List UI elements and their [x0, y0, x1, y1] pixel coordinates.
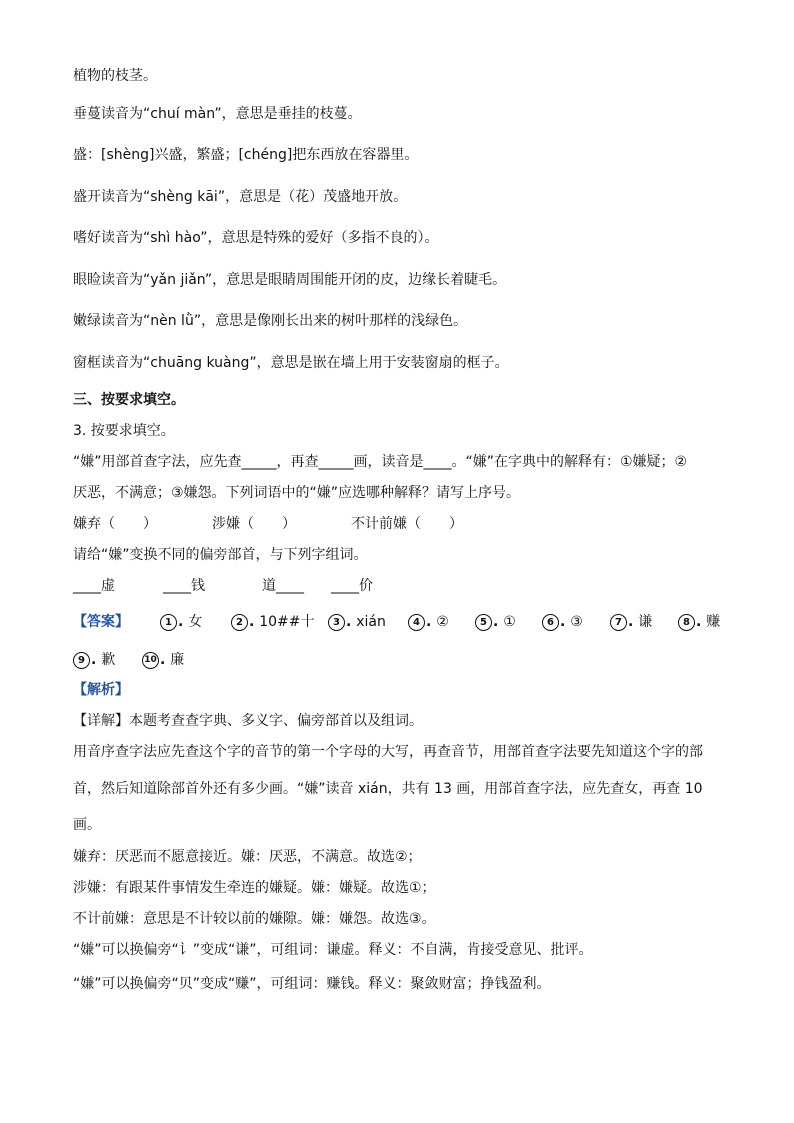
question-text: 请给“嫌”变换不同的偏旁部首，与下列字组词。	[73, 547, 368, 563]
fill-blank: ____虚	[73, 578, 115, 594]
question-text: “嫌”用部首查字法，应先查_____，再查_____画，读音是____。“嫌”在字典中的解释有：①嫌疑；②	[73, 454, 688, 470]
section-title: 三、按要求填空。	[73, 392, 185, 408]
analysis-label: 【解析】	[73, 682, 129, 698]
question-item: 嫌弃（ ）	[73, 516, 157, 532]
text-line: 植物的枝茎。	[73, 68, 157, 84]
answer-item: 7 . 谦	[610, 612, 652, 632]
answer-item: 5 . ①	[475, 612, 516, 632]
answer-item: 9 . 歉	[73, 650, 115, 670]
question-text: 厌恶，不满意；③嫌怨。下列词语中的“嫌”应选哪种解释？请写上序号。	[73, 485, 521, 501]
analysis-text: 嫌弃：厌恶而不愿意接近。嫌：厌恶，不满意。故选②；	[73, 849, 422, 865]
analysis-text: 首，然后知道除部首外还有多少画。“嫌”读音 xián，共有 13 画，用部首查字法，应先查女，再查 10	[73, 781, 703, 797]
answer-item: 8 . 赚	[678, 612, 720, 632]
text-line: 盛开读音为“shèng kāi”，意思是（花）茂盛地开放。	[73, 189, 408, 205]
analysis-text: “嫌”可以换偏旁“讠”变成“谦”，可组词：谦虚。释义：不自满，肯接受意见、批评。	[73, 942, 593, 958]
question-item: 涉嫌（ ）	[212, 516, 296, 532]
question-title: 3. 按要求填空。	[73, 423, 175, 439]
analysis-text: 用音序查字法应先查这个字的音节的第一个字母的大写，再查音节，用部首查字法要先知道这个字的部	[73, 744, 703, 760]
fill-blank: ____钱	[163, 578, 205, 594]
text-line: 眼睑读音为“yǎn jiǎn”，意思是眼睛周围能开闭的皮，边缘长着睫毛。	[73, 272, 507, 288]
text-line: 嗜好读音为“shì hào”，意思是特殊的爱好（多指不良的）。	[73, 230, 439, 246]
fill-blank: 道____	[262, 578, 304, 594]
analysis-text: 不计前嫌：意思是不计较以前的嫌隙。嫌：嫌怨。故选③。	[73, 911, 436, 927]
answer-item: 10 . 廉	[142, 650, 184, 670]
answer-item: 3 . xián	[328, 612, 386, 632]
answer-item: 2 . 10##十	[231, 612, 314, 632]
question-item: 不计前嫌（ ）	[351, 516, 463, 532]
answer-item: 6 . ③	[542, 612, 583, 632]
text-line: 盛：[shèng]兴盛，繁盛；[chéng]把东西放在容器里。	[73, 147, 419, 163]
text-line: 嫩绿读音为“nèn lǜ”，意思是像刚长出来的树叶那样的浅绿色。	[73, 313, 468, 329]
text-line: 垂蔓读音为“chuí màn”，意思是垂挂的枝蔓。	[73, 106, 362, 122]
analysis-text: “嫌”可以换偏旁“贝”变成“赚”，可组词：赚钱。释义：聚敛财富；挣钱盈利。	[73, 976, 551, 992]
answer-item: 4 . ②	[408, 612, 449, 632]
analysis-text: 【详解】本题考查查字典、多义字、偏旁部首以及组词。	[73, 713, 423, 729]
fill-blank: ____价	[331, 578, 373, 594]
answer-label: 【答案】	[73, 614, 129, 630]
analysis-text: 画。	[73, 817, 101, 833]
answer-item: 1 . 女	[160, 612, 202, 632]
analysis-text: 涉嫌：有跟某件事情发生牵连的嫌疑。嫌：嫌疑。故选①；	[73, 880, 436, 896]
text-line: 窗框读音为“chuāng kuàng”，意思是嵌在墙上用于安装窗扇的框子。	[73, 355, 509, 371]
